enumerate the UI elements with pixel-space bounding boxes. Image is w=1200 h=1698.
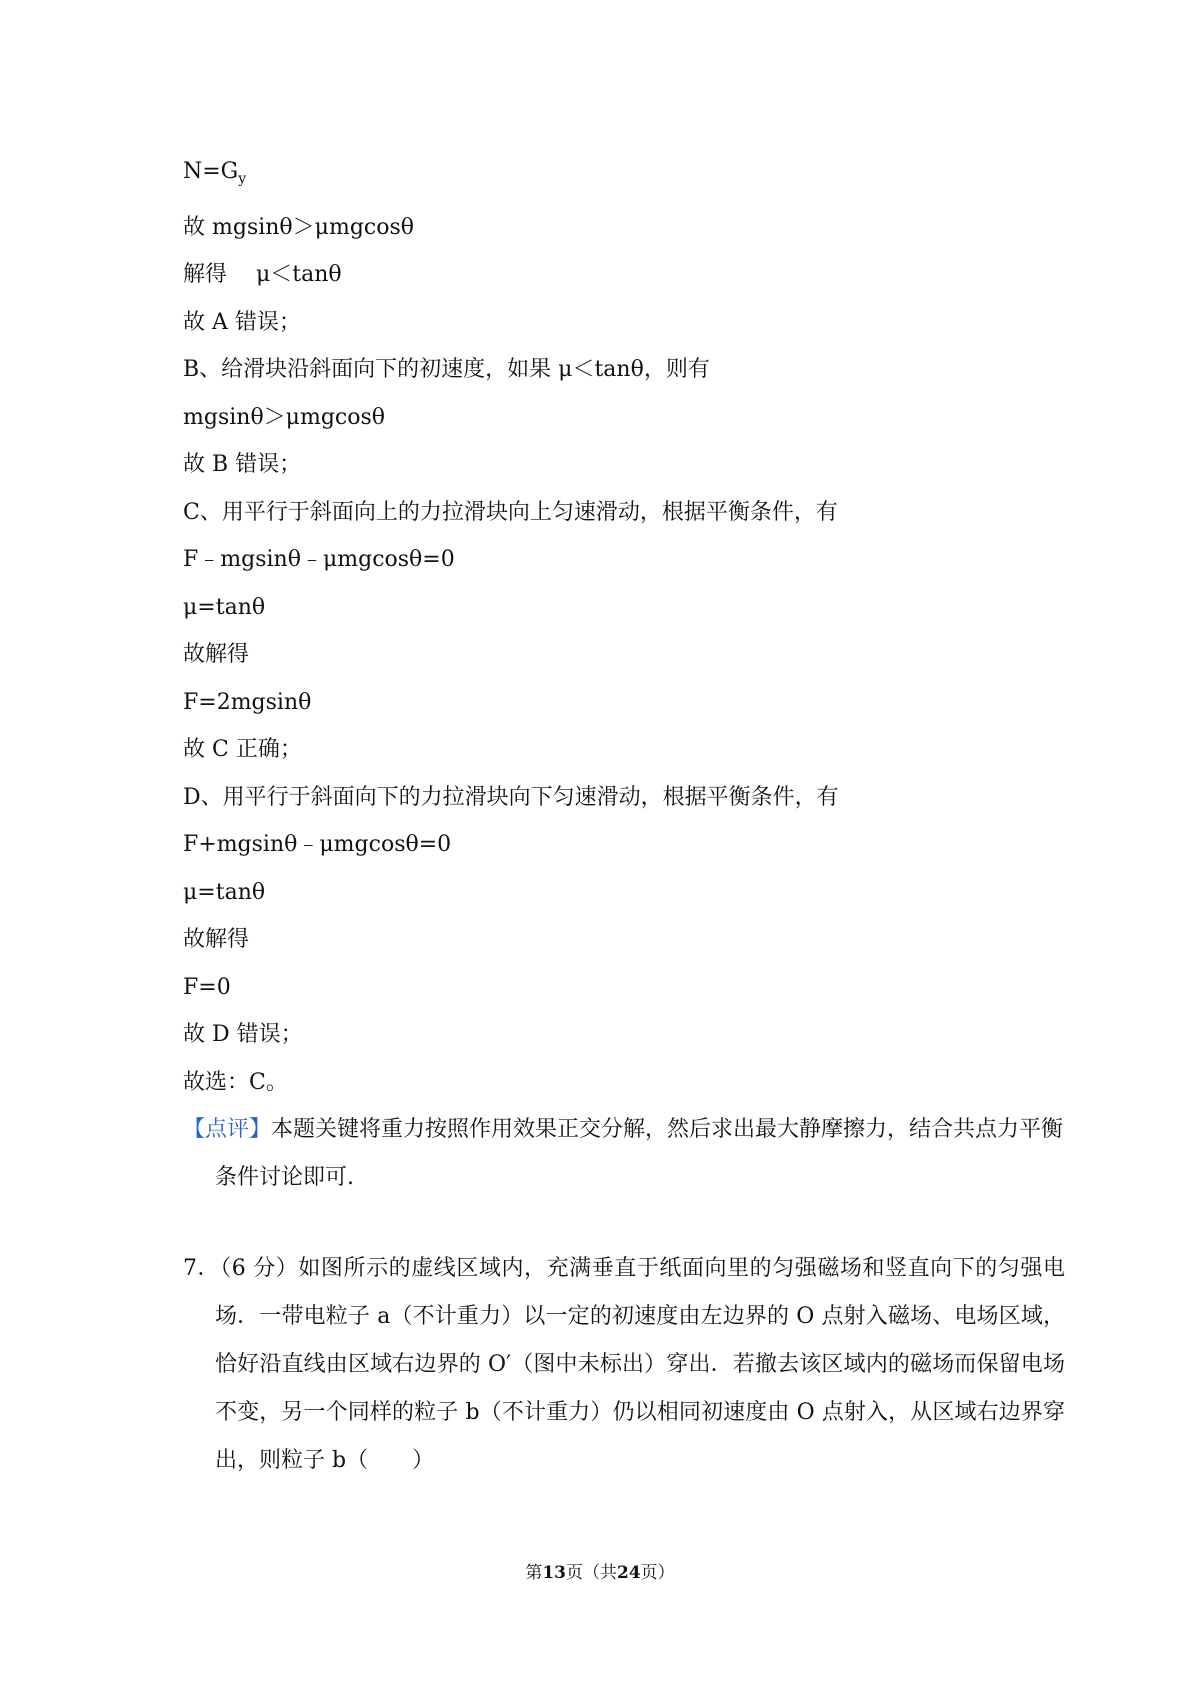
solution-line-text: F+mgsinθ﹣μmgcosθ=0 xyxy=(183,832,452,857)
solution-line-text: 故选：C。 xyxy=(183,1069,288,1095)
solution-line xyxy=(183,679,1033,727)
solution-line xyxy=(183,869,1033,917)
solution-line xyxy=(183,1011,1033,1059)
solution-line xyxy=(183,441,1033,489)
solution-line-text: 故解得 xyxy=(183,642,250,667)
comment-tag: 【点评】 xyxy=(183,1117,272,1142)
solution-line xyxy=(183,251,1033,299)
solution-line-text: mgsinθ＞μmgcosθ xyxy=(183,404,386,430)
solution-line xyxy=(183,148,1033,204)
footer-total-pages: 24 xyxy=(617,1563,641,1583)
footer-middle: 页（共 xyxy=(566,1563,617,1583)
solution-line xyxy=(183,631,1033,679)
solution-line xyxy=(183,821,1033,869)
question-7 xyxy=(183,1245,1065,1485)
comment-text: 本题关键将重力按照作用效果正交分解，然后求出最大静摩擦力，结合共点力平衡条件讨论即可. xyxy=(215,1117,1064,1190)
solution-line xyxy=(183,584,1033,632)
footer-page-number: 13 xyxy=(542,1563,566,1583)
solution-line-text: F=0 xyxy=(183,974,231,1000)
solution-line xyxy=(183,299,1033,347)
solution-line-text: N=G xyxy=(183,159,239,184)
comment-paragraph xyxy=(183,1106,1065,1201)
question-text: 7．（6 分）如图所示的虚线区域内，充满垂直于纸面向里的匀强磁场和竖直向下的匀强电场．一带电粒子 a（不计重力）以一定的初速度由左边界的 O 点射入磁场、电场区域，恰好沿直线由区域右边界的 O′（图中未标出）穿出．若撤去该区域内的磁场而保留电场不变，另一个同样的粒子 b（不计重力）仍以相同初速度由 O 点射入，从区域右边界穿出，则粒子 b（ ） xyxy=(183,1256,1065,1473)
solution-line xyxy=(183,394,1033,442)
solution-line xyxy=(183,1059,1033,1107)
solution-line-text: 故 D 错误； xyxy=(183,1022,303,1047)
solution-line xyxy=(183,726,1033,774)
solution-line xyxy=(183,204,1033,252)
solution-line-text: μ=tanθ xyxy=(183,879,266,905)
solution-line-subscript: y xyxy=(238,171,247,187)
solution-line xyxy=(183,346,1033,394)
solution-line-text: 故 A 错误； xyxy=(183,309,301,335)
footer-prefix: 第 xyxy=(525,1563,543,1583)
solution-line xyxy=(183,489,1033,537)
solution-line-text: D、用平行于斜面向下的力拉滑块向下匀速滑动，根据平衡条件，有 xyxy=(183,784,839,810)
solution-line-text: 解得 μ＜tanθ xyxy=(183,262,342,287)
solution-line xyxy=(183,916,1033,964)
solution-line-text: 故 B 错误； xyxy=(183,452,302,477)
solution-line-text: C、用平行于斜面向上的力拉滑块向上匀速滑动，根据平衡条件，有 xyxy=(183,499,838,525)
solution-line-text: F﹣mgsinθ﹣μmgcosθ=0 xyxy=(183,547,455,572)
solution-line-text: μ=tanθ xyxy=(183,594,266,620)
page-footer xyxy=(0,1558,1200,1583)
solution-line-text: 故解得 xyxy=(183,927,250,952)
solution-line xyxy=(183,536,1033,584)
solution-line-text: 故 C 正确； xyxy=(183,737,302,762)
solution-line xyxy=(183,774,1033,822)
solution-line-text: 故 mgsinθ＞μmgcosθ xyxy=(183,214,415,240)
footer-suffix: 页） xyxy=(640,1563,675,1583)
solution-line xyxy=(183,964,1033,1012)
solution-lines xyxy=(183,148,1033,1106)
solution-line-text: F=2mgsinθ xyxy=(183,689,312,715)
solution-line-text: B、给滑块沿斜面向下的初速度，如果 μ＜tanθ，则有 xyxy=(183,357,710,382)
solution-content xyxy=(183,148,1065,1485)
